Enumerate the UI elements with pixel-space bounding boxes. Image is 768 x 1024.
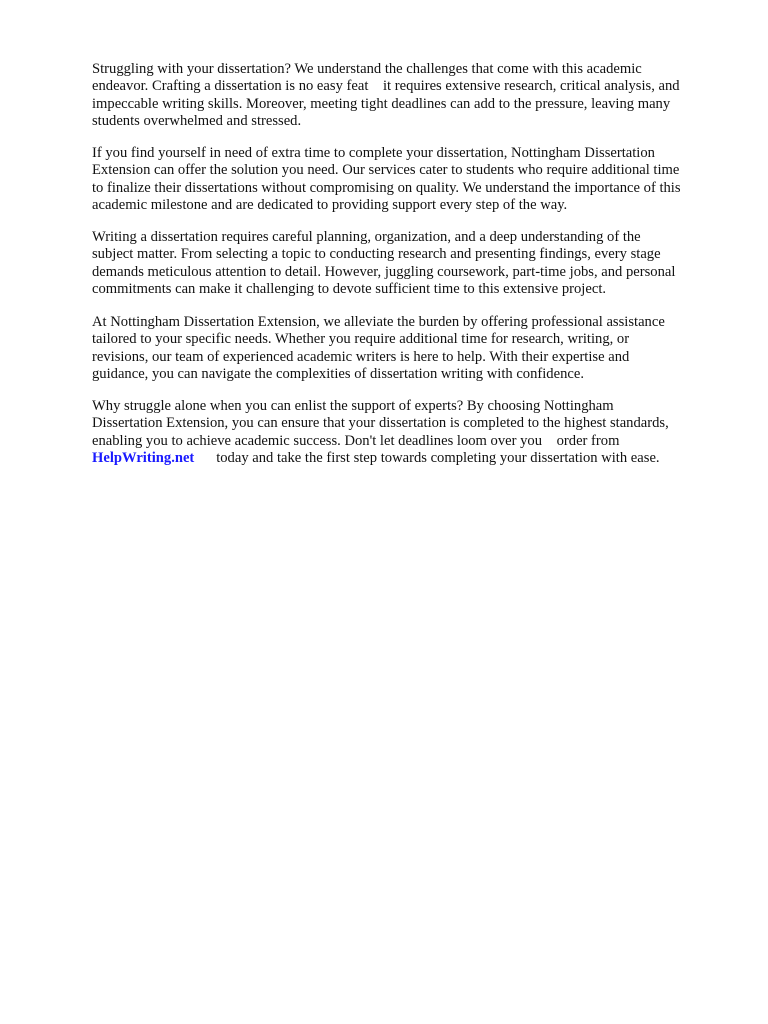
paragraph-line: Why struggle alone when you can enlist the support of experts? By choosing Nottingham bbox=[92, 398, 614, 414]
paragraph-2 bbox=[92, 145, 732, 215]
paragraph-line: revisions, our team of experienced academic writers is here to help. With their expertise and bbox=[92, 348, 630, 365]
paragraph-line: students overwhelmed and stressed. bbox=[92, 113, 302, 130]
paragraph-line: commitments can make it challenging to devote sufficient time to this extensive project. bbox=[92, 281, 607, 298]
paragraph-line: Writing a dissertation requires careful planning, organization, and a deep understanding of the bbox=[92, 229, 641, 245]
helpwriting-link[interactable]: HelpWriting.net bbox=[92, 450, 195, 467]
paragraph-line: Struggling with your dissertation? We understand the challenges that come with this academic bbox=[92, 61, 642, 77]
paragraph-line: to finalize their dissertations without compromising on quality. We understand the importance of this bbox=[92, 179, 681, 196]
paragraph-line: Dissertation Extension, you can ensure that your dissertation is completed to the highest standards, bbox=[92, 415, 669, 432]
paragraph-line: demands meticulous attention to detail. However, juggling coursework, part-time jobs, and personal bbox=[92, 263, 676, 280]
paragraph-line: At Nottingham Dissertation Extension, we alleviate the burden by offering professional assistance bbox=[92, 314, 665, 330]
paragraph-line: academic milestone and are dedicated to providing support every step of the way. bbox=[92, 197, 568, 214]
paragraph-5 bbox=[92, 398, 732, 468]
paragraph-line-rest: today and take the first step towards completing your dissertation with ease. bbox=[194, 450, 660, 467]
paragraph-4 bbox=[92, 314, 732, 384]
paragraph-3 bbox=[92, 229, 732, 299]
paragraph-line-with-link bbox=[92, 450, 732, 467]
paragraph-line: guidance, you can navigate the complexities of dissertation writing with confidence. bbox=[92, 366, 584, 383]
paragraph-line: If you find yourself in need of extra time to complete your dissertation, Nottingham Dissertation bbox=[92, 145, 655, 161]
paragraph-1 bbox=[92, 61, 732, 131]
paragraph-line: subject matter. From selecting a topic to conducting research and presenting findings, every stage bbox=[92, 246, 661, 263]
paragraph-line: endeavor. Crafting a dissertation is no easy feat it requires extensive research, critical analysis, and bbox=[92, 78, 680, 95]
paragraph-line: enabling you to achieve academic success. Don't let deadlines loom over you order from bbox=[92, 432, 620, 449]
paragraph-line: Extension can offer the solution you need. Our services cater to students who require additional time bbox=[92, 162, 680, 179]
paragraph-line: tailored to your specific needs. Whether you require additional time for research, writing, or bbox=[92, 331, 630, 348]
paragraph-line: impeccable writing skills. Moreover, meeting tight deadlines can add to the pressure, leaving many bbox=[92, 95, 671, 112]
